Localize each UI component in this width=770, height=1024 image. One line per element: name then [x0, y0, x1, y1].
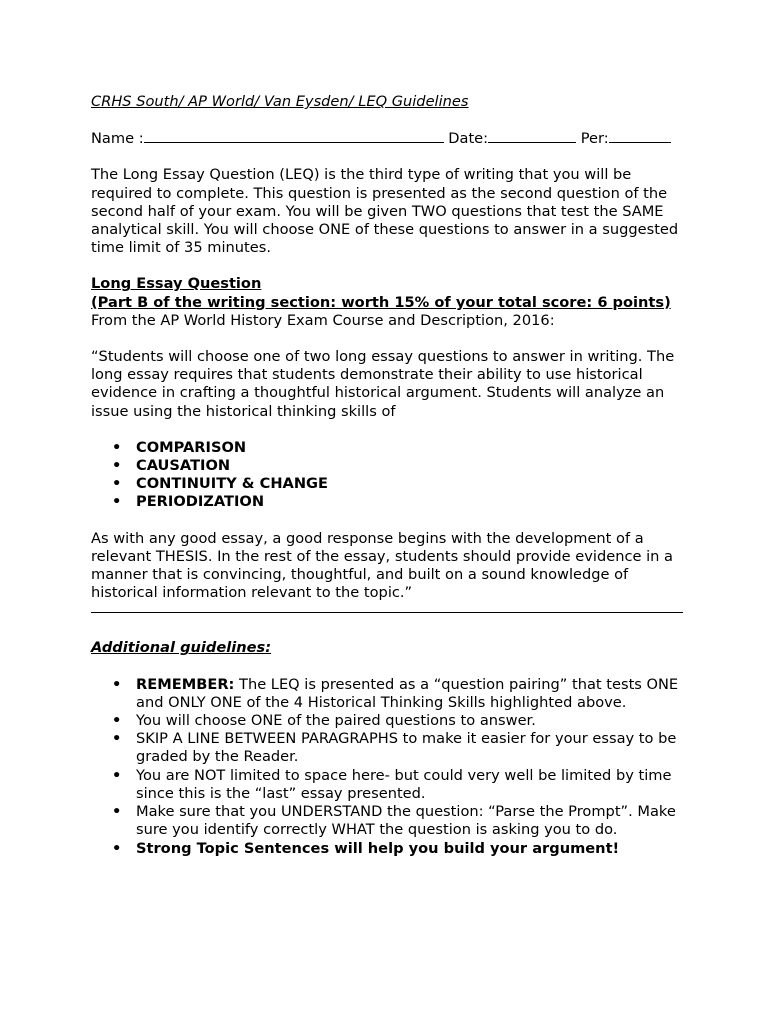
final-guideline: Strong Topic Sentences will help you build your argument!	[136, 839, 620, 857]
bullet-icon: •	[112, 712, 122, 730]
bullet-icon: •	[112, 438, 122, 456]
name-date-period-line	[91, 129, 683, 148]
date-label: Date:	[448, 130, 489, 148]
intro-paragraph: The Long Essay Question (LEQ) is the third type of writing that you will be required to complete. This question is presented as the second question of the second half of your exam. You will be given TWO questions that test the SAME analytical skill. You will choose ONE of these questions to answer in a suggested time limit of 35 minutes.	[91, 166, 679, 257]
additional-guidelines-heading: Additional guidelines:	[91, 639, 272, 657]
leq-section-heading	[91, 275, 683, 330]
period-blank	[609, 129, 671, 143]
date-blank	[488, 129, 576, 143]
section-subtitle: (Part B of the writing section: worth 15% of your total score: 6 points)	[91, 293, 671, 311]
list-item: • COMPARISON	[112, 438, 247, 456]
bullet-icon: •	[112, 675, 122, 693]
bullet-icon: •	[112, 766, 122, 784]
list-item: • PERIODIZATION	[112, 493, 265, 511]
document-body	[91, 93, 683, 858]
bullet-icon: •	[112, 730, 122, 748]
bullet-icon: •	[112, 493, 122, 511]
bullet-icon: •	[112, 457, 122, 475]
list-item: • CONTINUITY & CHANGE	[112, 475, 328, 493]
period-label: Per:	[580, 130, 609, 148]
horizontal-divider	[91, 602, 683, 613]
source-line: From the AP World History Exam Course and Description, 2016:	[91, 311, 555, 329]
list-item: • You are NOT limited to space here- but could very well be limited by time since this is the “last” essay presented.	[112, 766, 672, 802]
quote-paragraph-2: As with any good essay, a good response begins with the development of a relevant THESIS. In the rest of the essay, students should provide evidence in a manner that is convincing, thoughtful, and built on a sound knowledge of historical information relevant to the topic.”	[91, 529, 673, 602]
list-item: • You will choose ONE of the paired questions to answer.	[112, 712, 536, 730]
list-item	[91, 840, 683, 858]
section-title: Long Essay Question	[91, 275, 262, 293]
bullet-icon: •	[112, 475, 122, 493]
skills-list	[91, 439, 683, 512]
remember-text: The LEQ is presented as a “question pairing” that tests ONE and ONLY ONE of the 4 Historical Thinking Skills highlighted above.	[136, 675, 679, 711]
name-blank	[144, 129, 444, 143]
list-item	[91, 676, 683, 712]
list-item: • CAUSATION	[112, 457, 231, 475]
remember-label: REMEMBER:	[136, 675, 235, 693]
guidelines-list	[91, 676, 683, 858]
list-item: • SKIP A LINE BETWEEN PARAGRAPHS to make it easier for your essay to be graded by the Reader.	[112, 730, 677, 766]
list-item: • Make sure that you UNDERSTAND the question: “Parse the Prompt”. Make sure you identify correctly WHAT the question is asking you to do.	[112, 803, 676, 839]
quote-paragraph-1: “Students will choose one of two long essay questions to answer in writing. The long essay requires that students demonstrate their ability to use historical evidence in crafting a thoughtful historical argument. Students will analyze an issue using the historical thinking skills of	[91, 348, 675, 420]
bullet-icon: •	[112, 803, 122, 821]
page-header: CRHS South/ AP World/ Van Eysden/ LEQ Guidelines	[91, 93, 469, 110]
name-label: Name :	[91, 130, 144, 148]
bullet-icon: •	[112, 839, 122, 857]
